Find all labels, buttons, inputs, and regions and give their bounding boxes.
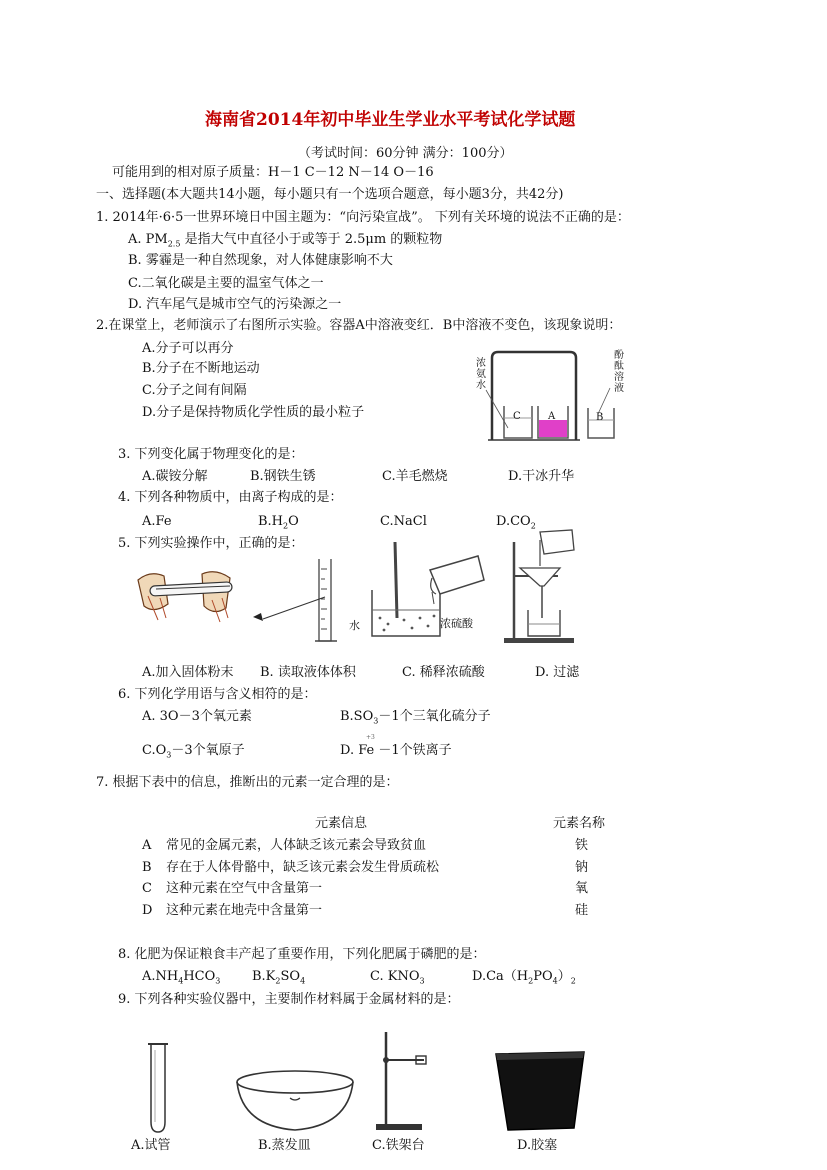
q6-option-a: A. 3O－3个氧元素 (142, 709, 252, 724)
q8-option-b: $B.K_2SO_4$ (252, 969, 306, 986)
label-beaker-a: A (548, 411, 556, 422)
section-heading: 一、选择题(本大题共14小题，每小题只有一个选项合题意，每小题3分，共42分) (96, 187, 564, 202)
q5-option-a: A.加入固体粉末 (142, 665, 234, 680)
q1-stem: 1. 2014年·6·5一世界环境日中国主题为：“向污染宣战”。 下列有关环境的说法不正确的是： (96, 210, 630, 225)
label-water: 水 (349, 619, 360, 632)
row-letter: D (142, 903, 153, 918)
q2-option-b: B.分子在不断地运动 (142, 361, 260, 376)
q5-option-c: C. 稀释浓硫酸 (402, 665, 485, 680)
q6-option-b: $B.SO_3-1$个三氧化硫分子 (340, 709, 491, 726)
figure-add-powder (130, 560, 240, 645)
q1-option-b: B. 雾霾是一种自然现象，对人体健康影响不大 (128, 253, 393, 268)
row-letter: B (142, 860, 152, 875)
q4-option-b: $B.H_2O$ (258, 514, 299, 531)
q5-option-d: D. 过滤 (535, 665, 580, 680)
label-beaker-b: B (596, 412, 604, 423)
row-info: 常见的金属元素，人体缺乏该元素会导致贫血 (166, 838, 427, 853)
row-name: 钠 (575, 860, 589, 875)
row-letter: A (142, 838, 152, 853)
q4-stem: 4. 下列各种物质中，由离子构成的是： (118, 490, 343, 505)
label-phenolphthalein: 酚 酞 溶 液 (614, 350, 624, 394)
row-info: 这种元素在地壳中含量第一 (166, 903, 323, 918)
row-name: 铁 (575, 838, 589, 853)
figure-dilute-acid (348, 540, 488, 645)
row-info: 存在于人体骨骼中，缺乏该元素会发生骨质疏松 (166, 860, 440, 875)
q3-option-a: A.碳铵分解 (142, 469, 208, 484)
label-ammonia: 浓 氨 水 (476, 358, 486, 391)
q9-option-d: D.胶塞 (517, 1138, 558, 1153)
page-title: 海南省2014年初中毕业生学业水平考试化学试题 (205, 110, 576, 130)
figure-test-tube (146, 1042, 170, 1134)
row-name: 氧 (575, 881, 589, 896)
q4-option-a: A.Fe (142, 514, 172, 529)
q8-option-c: C. $KNO_3$ (370, 969, 425, 986)
figure-iron-stand (372, 1030, 432, 1134)
q7-col-name: 元素名称 (553, 816, 606, 831)
q3-option-c: C.羊毛燃烧 (382, 469, 448, 484)
figure-evaporating-dish (232, 1068, 358, 1134)
q9-option-a: A.试管 (131, 1138, 171, 1153)
q6-option-d: D. Fe －1个铁离子 (340, 743, 452, 758)
atomic-masses: 可能用到的相对原子质量：H－1 C－12 N－14 O－16 (112, 165, 434, 180)
q5-stem: 5. 下列实验操作中，正确的是： (118, 536, 304, 551)
row-info: 这种元素在空气中含量第一 (166, 881, 323, 896)
q5-option-b: B. 读取液体体积 (260, 665, 356, 680)
q2-stem: 2.在课堂上，老师演示了右图所示实验。容器A中溶液变红．B中溶液不变色，该现象说明： (96, 318, 622, 333)
q9-stem: 9. 下列各种实验仪器中，主要制作材料属于金属材料的是： (118, 992, 460, 1007)
q7-stem: 7. 根据下表中的信息，推断出的元素一定合理的是： (96, 775, 399, 790)
q1-option-d: D. 汽车尾气是城市空气的污染源之一 (128, 297, 342, 312)
q8-stem: 8. 化肥为保证粮食丰产起了重要作用，下列化肥属于磷肥的是： (118, 947, 486, 962)
q3-option-d: D.干冰升华 (508, 469, 575, 484)
q8-option-a: $A.NH_4HCO_3$ (142, 969, 221, 986)
q9-option-c: C.铁架台 (372, 1138, 425, 1153)
exam-info: （考试时间：60分钟 满分：100分） (298, 146, 513, 161)
q6-stem: 6. 下列化学用语与含义相符的是： (118, 687, 317, 702)
q2-beaker-figure (474, 348, 634, 448)
q2-option-a: A.分子可以再分 (142, 341, 234, 356)
q3-option-b: B.钢铁生锈 (250, 469, 316, 484)
beaker-diagram (474, 348, 634, 448)
q7-col-info: 元素信息 (315, 816, 368, 831)
row-name: 硅 (575, 903, 589, 918)
q3-stem: 3. 下列变化属于物理变化的是： (118, 447, 304, 462)
figure-read-volume (245, 555, 355, 645)
label-conc-sulfuric-acid: 浓硫酸 (440, 617, 473, 630)
q4-option-d: $D.CO_2$ (496, 514, 536, 531)
q6-option-d-charge: +3 (366, 734, 375, 741)
q6-option-c: $C.O_3-3$个氧原子 (142, 743, 245, 760)
q2-option-d: D.分子是保持物质化学性质的最小粒子 (142, 405, 365, 420)
q9-option-b: B.蒸发皿 (258, 1138, 311, 1153)
q4-option-c: C.NaCl (380, 514, 427, 529)
q1-option-a: A. $PM_{2.5}$ 是指大气中直径小于或等于 2.5μm 的颗粒物 (128, 232, 443, 249)
q2-option-c: C.分子之间有间隔 (142, 383, 247, 398)
label-beaker-c: C (513, 411, 521, 422)
q1-option-c: C.二氧化碳是主要的温室气体之一 (128, 276, 324, 291)
q8-option-d: $D.Ca(H_2PO_4)_2$ (472, 969, 576, 986)
figure-rubber-stopper (494, 1050, 586, 1132)
row-letter: C (142, 881, 152, 896)
figure-filtration (500, 528, 590, 645)
